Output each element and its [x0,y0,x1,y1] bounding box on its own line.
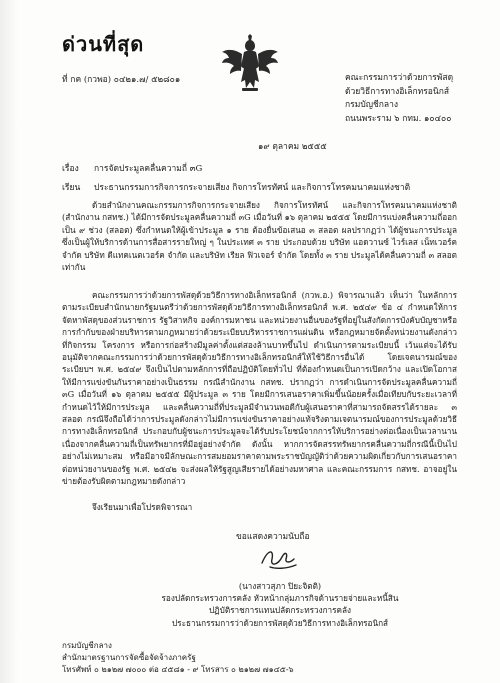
scan-shadow [0,0,18,683]
footer-phone: โทรศัพท์ ๐ ๒๑๒๗ ๗๐๐๐ ต่อ ๔๕๘๑ - ๙ โทรสาร ๐ ๒๑๒๗ ๗๑๔๕-๖ [62,665,294,675]
footer-office: สำนักมาตรฐานการจัดซื้อจัดจ้างภาครัฐ [62,653,196,663]
signatory-position: ปฏิบัติราชการแทนปลัดกระทรวงการคลัง [208,605,352,616]
sender-address [345,72,485,126]
signature-block [140,580,420,629]
signatory-name: (นางสาวสุภา ปิยะจิตติ) [238,581,322,591]
sender-line: กรมบัญชีกลาง [345,100,399,110]
document-number: ที่ กค (กวพอ) ๐๔๒๑.๗/ ๕๒๘๐๑ [62,75,181,85]
recipient-text: ประธานกรรมการกิจการกระจายเสียง กิจการโทรทัศน์ และกิจการโทรคมนาคมแห่งชาติ [94,183,411,193]
closing-salutation: ขอแสดงความนับถือ [236,532,310,542]
urgent-label: ด่วนที่สุด [62,32,145,56]
body-paragraph-2: คณะกรรมการว่าด้วยการพัสดุด้วยวิธีการทางอิเล็กทรอนิกส์ (กวพ.อ.) พิจารณาแล้ว เห็นว่า ในหลักการตามระเบียบสำนักนายกรัฐมนตรีว่าด้วยการพัสดุด้วยวิธีการทางอิเล็กทรอนิกส์ พ.ศ. ๒๕๔๙ ข้อ ๔ กำหนดให้การจัดหาพัสดุของส่วนราชการ รัฐวิสาหกิจ องค์การมหาชน และหน่วยงานอื่นของรัฐที่อยู่ในสังกัดการบังคับบัญชาหรือการกำกับของฝ่ายบริหารตามกฎหมายว่าด้วยระเบียบบริหารราชการแผ่นดิน หรือกฎหมายจัดตั้งหน่วยงานดังกล่าว ที่กิจกรรม โครงการ หรือการก่อสร้างมีมูลค่าตั้งแต่สองล้านบาทขึ้นไป ดำเนินการตามระเบียบนี้ เว้นแต่จะได้รับอนุมัติจากคณะกรรมการว่าด้วยการพัสดุด้วยวิธีการทางอิเล็กทรอนิกส์ให้ใช้วิธีการอื่นได้ โดยเจตนารมณ์ของระเบียบฯ พ.ศ. ๒๕๔๙ จึงเป็นไปตามหลักการที่ถือปฏิบัติโดยทั่วไป ที่ต้องกำหนดเป็นการเปิดกว้าง และเปิดโอกาสให้มีการแข่งขันกันราคาอย่างเป็นธรรม กรณีสำนักงาน กสทช. ปรากฏว่า การดำเนินการจัดประมูลคลื่นความถี่ ๓G เมื่อวันที่ ๑๖ ตุลาคม ๒๕๕๕ มีผู้ประมูล ๓ ราย โดยมีการเสนอราคาเพิ่มขึ้นน้อยครั้งเมื่อเทียบกับระยะเวลาที่กำหนดไว้ให้มีการประมูล และคลื่นความถี่ที่ประมูลมีจำนวนพอดีกับผู้เสนอราคาที่สามารถจัดสรรได้รายละ ๓ สลอต กรณีจึงถือได้ว่าการประมูลดังกล่าวไม่มีการแข่งขันราคาอย่างแท้จริงตามเจตนารมณ์ของการประมูลด้วยวิธีการทางอิเล็กทรอนิกส์ ประกอบกับผู้ชนะการประมูลจะได้รับประโยชน์จากการให้บริการอย่างต่อเนื่องเป็นเวลานาน เนื่องจากคลื่นความถี่เป็นทรัพยากรที่มีอยู่อย่างจำกัด ดังนั้น หากการจัดสรรทรัพยากรคลื่นความถี่กรณีนี้เป็นไปอย่างไม่เหมาะสม หรือมีอาจมีลักษณะการสมยอมราคาตามพระราชบัญญัติว่าด้วยความผิดเกี่ยวกับการเสนอราคาต่อหน่วยงานของรัฐ พ.ศ. ๒๕๔๒ จะส่งผลให้รัฐสูญเสียรายได้อย่างมหาศาล และคณะกรรมการ กสทช. อาจอยู่ในข่ายต้องรับผิดตามกฎหมายดังกล่าว [62,290,457,487]
handwritten-signature-icon [256,541,306,573]
body-paragraph-1: ด้วยสำนักงานคณะกรรมการกิจการกระจายเสียง กิจการโทรทัศน์ และกิจการโทรคมนาคมแห่งชาติ (สำนักงาน กสทช.) ได้มีการจัดประมูลคลื่นความถี่ ๓G เมื่อวันที่ ๑๖ ตุลาคม ๒๕๕๕ โดยมีการแบ่งคลื่นความถี่ออกเป็น ๙ ช่วง (สลอต) ซึ่งกำหนดให้ผู้เข้าประมูล ๑ ราย ต้องยื่นข้อเสนอ ๓ สลอต ผลปรากฏว่า ได้ผู้ชนะการประมูลซึ่งเป็นผู้ให้บริการด้านการสื่อสารรายใหญ่ ๆ ในประเทศ ๓ ราย ประกอบด้วย บริษัท แอดวานซ์ ไวร์เลส เน็ทเวอร์ค จำกัด บริษัท ดีแทคเนตเวอร์ค จำกัด และบริษัท เรียล ฟิวเจอร์ จำกัด โดยทั้ง ๓ ราย ประมูลได้คลื่นความถี่ ๓ สลอตเท่ากัน [62,200,457,273]
body-paragraph-3: จึงเรียนมาเพื่อโปรดพิจารณา [92,502,193,512]
subject-text: การจัดประมูลคลื่นความถี่ ๓G [94,164,203,174]
subject-label: เรื่อง [62,164,79,174]
sender-line: คณะกรรมการว่าด้วยการพัสดุ [345,73,454,83]
signatory-position: รองปลัดกระทรวงการคลัง หัวหน้ากลุ่มภารกิจด้านรายจ่ายและหนี้สิน [161,593,399,604]
subject-row [62,161,202,175]
letter-date: ๑๙ ตุลาคม ๒๕๕๕ [258,142,327,152]
signatory-position: ประธานกรรมการว่าด้วยการพัสดุด้วยวิธีการทางอิเล็กทรอนิกส์ [171,617,389,628]
footer-contact [62,640,294,677]
sender-line: ถนนพระราม ๖ กทม. ๑๐๔๐๐ [345,113,452,124]
garuda-emblem-icon [220,34,280,94]
recipient-label: เรียน [62,183,81,193]
recipient-row [62,180,410,194]
footer-department: กรมบัญชีกลาง [62,641,112,650]
sender-line: ด้วยวิธีการทางอิเล็กทรอนิกส์ [345,86,450,97]
